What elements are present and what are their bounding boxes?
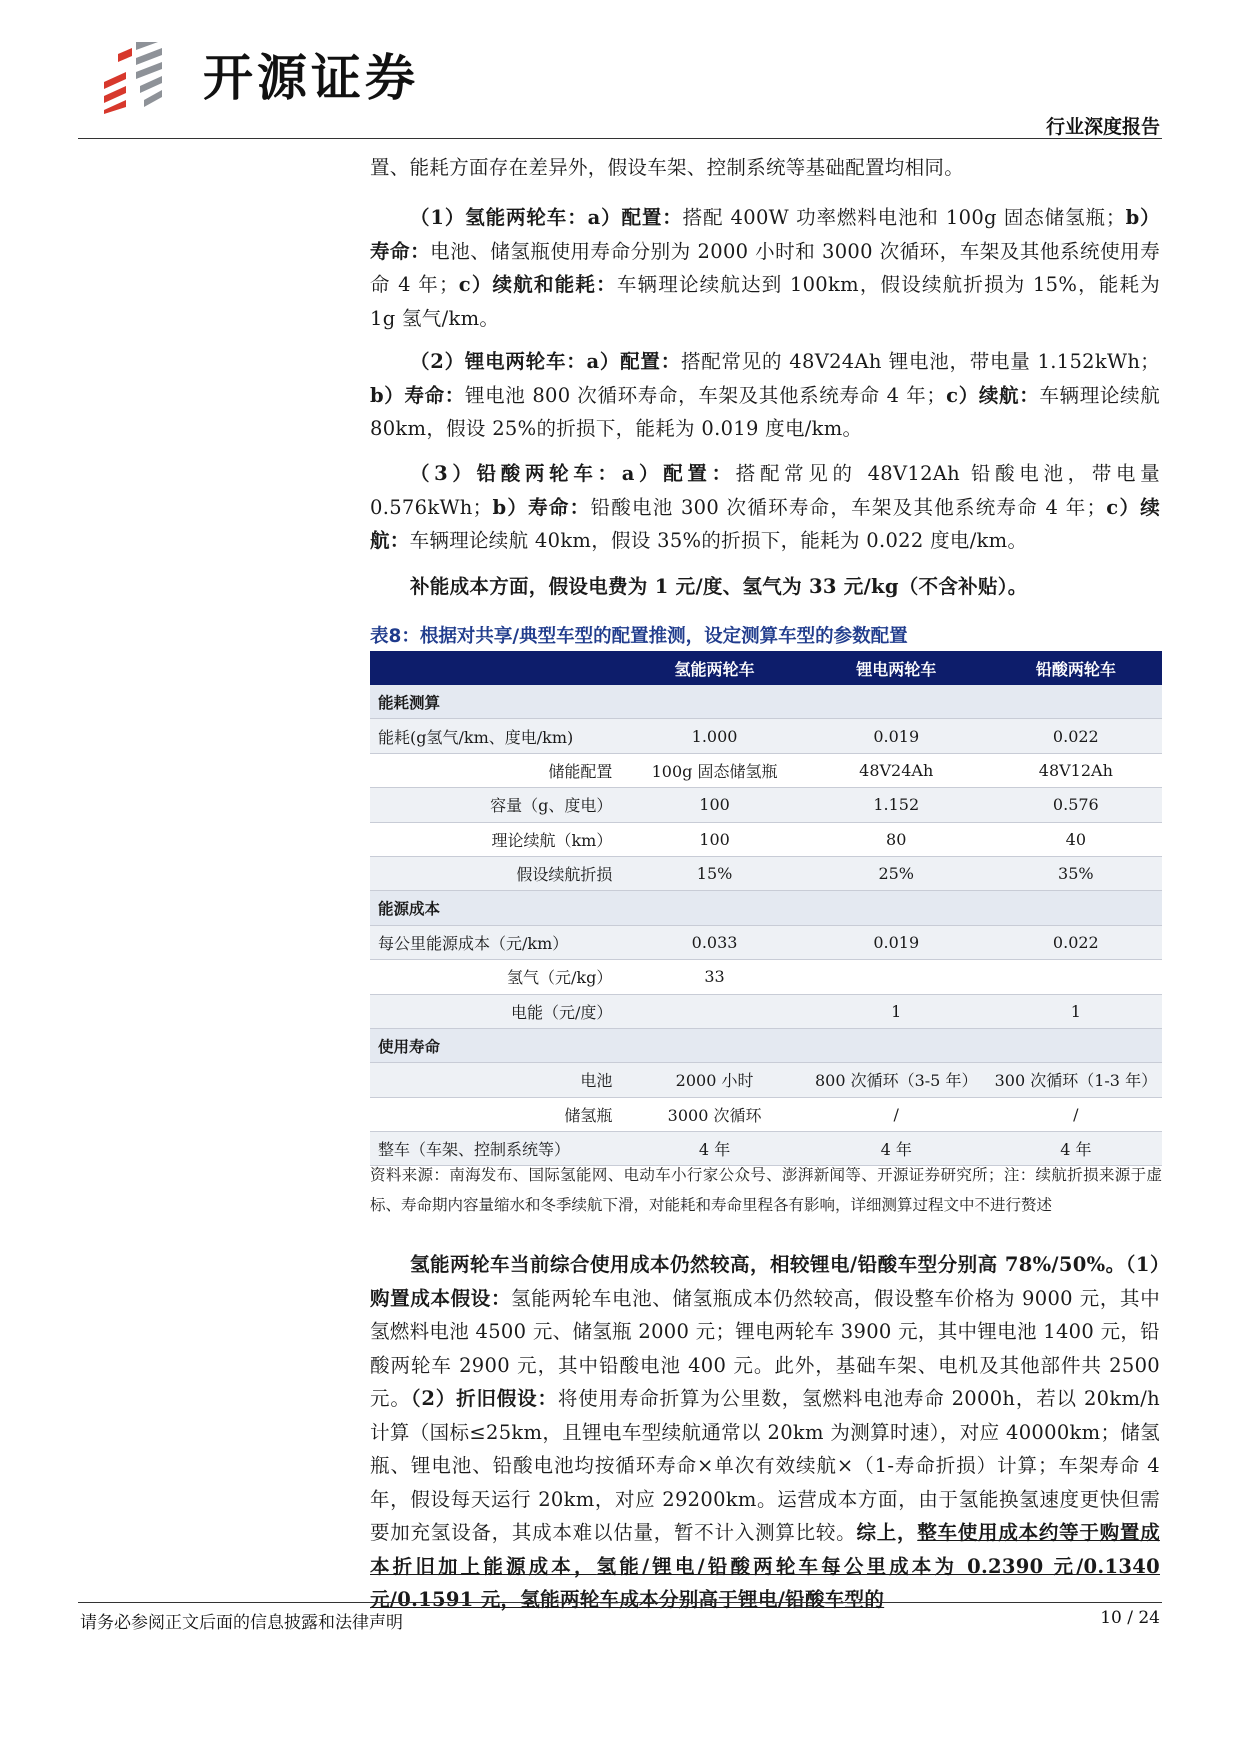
table-cell: 800 次循环（3-5 年）	[803, 1063, 990, 1097]
label-lifetime: b）寿命：	[492, 495, 591, 519]
section-title: 使用寿命	[370, 1028, 1162, 1062]
text-range: 车辆理论续航 40km，假设 35%的折损下，能耗为 0.022 度电/km。	[409, 529, 1028, 552]
label-range: c）续航：	[946, 383, 1040, 407]
text-range: 车辆理论续航达到 100km，假设续航折损为 15%，能耗为 1g 氢气/km。	[370, 273, 1161, 330]
table-cell: 80	[803, 822, 990, 856]
table-cell: 4 年	[626, 1132, 802, 1166]
heading-depreciation: （2）折旧假设：	[410, 1387, 558, 1410]
paragraph-conclusion	[370, 1248, 1160, 1617]
table-cell: 100g 固态储氢瓶	[626, 753, 802, 787]
text-lifetime: 铅酸电池 300 次循环寿命，车架及其他系统寿命 4 年；	[590, 495, 1107, 519]
paragraph-text: 补能成本方面，假设电费为 1 元/度、氢气为 33 元/kg（不含补贴）。	[410, 575, 1028, 598]
table-cell: 0.019	[803, 719, 990, 753]
text-purchase-cost: 氢能两轮车电池、储氢瓶成本仍然较高，假设整车价格为 9000 元，其中氢燃料电池 4500 元、储氢瓶 2000 元；锂电两轮车 3900 元，其中锂电池 1400 元，铅酸两轮车 2900 元，其中铅酸电池 400 元。此外，基础车架、电机及其他部件共 2500 元。	[370, 1286, 1160, 1410]
label-lifetime: b）寿命：	[370, 383, 465, 407]
heading-lithium-bike: （2）锂电两轮车：	[410, 350, 587, 373]
row-label: 能耗(g氢气/km、度电/km)	[370, 719, 626, 753]
conclusion-lead: 氢能两轮车当前综合使用成本仍然较高，相较锂电/铅酸车型分别高 78%/50%。	[410, 1253, 1126, 1276]
table-cell: /	[803, 1097, 990, 1131]
table-cell: /	[990, 1097, 1162, 1131]
text-config: 搭配常见的 48V12Ah 铅酸电池，带电量 0.576kWh；	[370, 462, 1160, 519]
paragraph-leadacid-bike	[370, 457, 1160, 558]
text-summary: 整车使用成本约等于购置成本折旧加上能源成本，	[370, 1521, 1160, 1578]
section-title: 能源成本	[370, 891, 1162, 925]
footer-divider	[78, 1602, 1162, 1603]
section-title: 能耗测算	[370, 685, 1162, 719]
table-row	[370, 719, 1162, 753]
row-label: 储能配置	[370, 753, 626, 787]
table-title: 表8：根据对共享/典型车型的配置推测，设定测算车型的参数配置	[370, 626, 908, 647]
kaiyuan-logo-icon	[100, 42, 192, 114]
paragraph-refuel-cost	[370, 570, 1160, 604]
brand-name: 开源证券	[203, 49, 419, 107]
table-cell: 15%	[626, 856, 802, 890]
row-label: 整车（车架、控制系统等）	[370, 1132, 626, 1166]
page-number: 10 / 24	[1100, 1608, 1160, 1628]
text-lifetime: 锂电池 800 次循环寿命，车架及其他系统寿命 4 年；	[464, 383, 947, 407]
table-cell	[990, 960, 1162, 994]
text-config: 搭配 400W 功率燃料电池和 100g 固态储氢瓶；	[682, 206, 1126, 229]
table-header-cell: 铅酸两轮车	[990, 651, 1162, 685]
table-row	[370, 960, 1162, 994]
table-cell: 2000 小时	[626, 1063, 802, 1097]
label-lifetime: b）寿命：	[370, 206, 1160, 263]
table-cell	[803, 960, 990, 994]
label-config: a）配置：	[621, 462, 736, 485]
text-range: 车辆理论续航 80km，假设 25%的折损下，能耗为 0.019 度电/km。	[370, 383, 1160, 440]
table-cell	[626, 994, 802, 1028]
heading-purchase-cost: （1）购置成本假设：	[370, 1253, 1160, 1310]
text-config: 搭配常见的 48V24Ah 锂电池，带电量 1.152kWh；	[680, 350, 1160, 373]
paragraph-hydrogen-bike	[370, 201, 1160, 335]
table-cell: 4 年	[803, 1132, 990, 1166]
table-cell: 48V24Ah	[803, 753, 990, 787]
paragraph-lithium-bike	[370, 345, 1160, 446]
table-section-row	[370, 1028, 1162, 1062]
table-row	[370, 822, 1162, 856]
table-cell: 100	[626, 822, 802, 856]
heading-summary: 综上，	[856, 1521, 918, 1544]
paragraph-intro	[370, 151, 1160, 185]
table-cell: 1.152	[803, 788, 990, 822]
table-row	[370, 788, 1162, 822]
table-cell: 3000 次循环	[626, 1097, 802, 1131]
label-config: a）配置：	[587, 206, 683, 229]
row-label: 电能（元/度）	[370, 994, 626, 1028]
row-label: 容量（g、度电）	[370, 788, 626, 822]
table-row	[370, 925, 1162, 959]
table-cell: 0.019	[803, 925, 990, 959]
table-header-cell: 氢能两轮车	[626, 651, 802, 685]
table-cell: 35%	[990, 856, 1162, 890]
table-cell: 100	[626, 788, 802, 822]
table-row	[370, 856, 1162, 890]
text-per-km-cost: 氢能/锂电/铅酸两轮车每公里成本为 0.2390 元/0.1340 元/0.1591 元，氢能两轮车成本分别高于锂电/铅酸车型的	[370, 1554, 1160, 1611]
table-cell: 0.576	[990, 788, 1162, 822]
header-divider	[78, 138, 1162, 139]
label-range: c）续航：	[370, 495, 1161, 552]
table-section-row	[370, 685, 1162, 719]
table-row	[370, 1063, 1162, 1097]
paragraph-text: 置、能耗方面存在差异外，假设车架、控制系统等基础配置均相同。	[370, 156, 965, 179]
table-cell: 300 次循环（1-3 年）	[990, 1063, 1162, 1097]
table-cell: 0.022	[990, 925, 1162, 959]
row-label: 储氢瓶	[370, 1097, 626, 1131]
heading-hydrogen-bike: （1）氢能两轮车：	[410, 206, 588, 229]
text-depreciation: 将使用寿命折算为公里数，氢燃料电池寿命 2000h，若以 20km/h 计算（国标≤25km，且锂电车型续航通常以 20km 为测算时速），对应 40000km；储氢瓶、锂电池、铅酸电池均按循环寿命×单次有效续航×（1-寿命折损）计算；车架寿命 4 年，假设每天运行 20km，对应 29200km。运营成本方面，由于氢能换氢速度更快但需要加充氢设备，其成本难以估量，暂不计入测算比较。	[370, 1387, 1160, 1544]
row-label: 每公里能源成本（元/km）	[370, 925, 626, 959]
table-cell: 25%	[803, 856, 990, 890]
table-header-cell: 锂电两轮车	[803, 651, 990, 685]
table-cell: 48V12Ah	[990, 753, 1162, 787]
table-section-row	[370, 891, 1162, 925]
table-cell: 1	[990, 994, 1162, 1028]
table-row	[370, 1097, 1162, 1131]
table-cell: 1	[803, 994, 990, 1028]
label-config: a）配置：	[586, 350, 681, 373]
table-header-row	[370, 651, 1162, 685]
table-body	[370, 685, 1162, 1166]
table-cell: 33	[626, 960, 802, 994]
table-cell: 0.033	[626, 925, 802, 959]
row-label: 假设续航折损	[370, 856, 626, 890]
table-cell: 1.000	[626, 719, 802, 753]
text-lifetime: 电池、储氢瓶使用寿命分别为 2000 小时和 3000 次循环，车架及其他系统使用寿命 4 年；	[370, 239, 1160, 296]
table-header-cell	[370, 651, 626, 685]
row-label: 理论续航（km）	[370, 822, 626, 856]
report-type-label: 行业深度报告	[1045, 116, 1160, 138]
row-label: 电池	[370, 1063, 626, 1097]
table-cell: 4 年	[990, 1132, 1162, 1166]
heading-leadacid-bike: （3）铅酸两轮车：	[410, 462, 622, 485]
table-row	[370, 994, 1162, 1028]
table-source-note: 资料来源：南海发布、国际氢能网、电动车小行家公众号、澎湃新闻等、开源证券研究所；注：续航折损来源于虚标、寿命期内容量缩水和冬季续航下滑，对能耗和寿命里程各有影响，详细测算过程文中不进行赘述	[370, 1166, 1162, 1214]
table-row	[370, 753, 1162, 787]
label-range: c）续航和能耗：	[458, 273, 617, 296]
footer-disclaimer: 请务必参阅正文后面的信息披露和法律声明	[80, 1613, 403, 1633]
table-cell: 40	[990, 822, 1162, 856]
row-label: 氢气（元/kg）	[370, 960, 626, 994]
parameter-table	[370, 651, 1162, 1166]
table-cell: 0.022	[990, 719, 1162, 753]
